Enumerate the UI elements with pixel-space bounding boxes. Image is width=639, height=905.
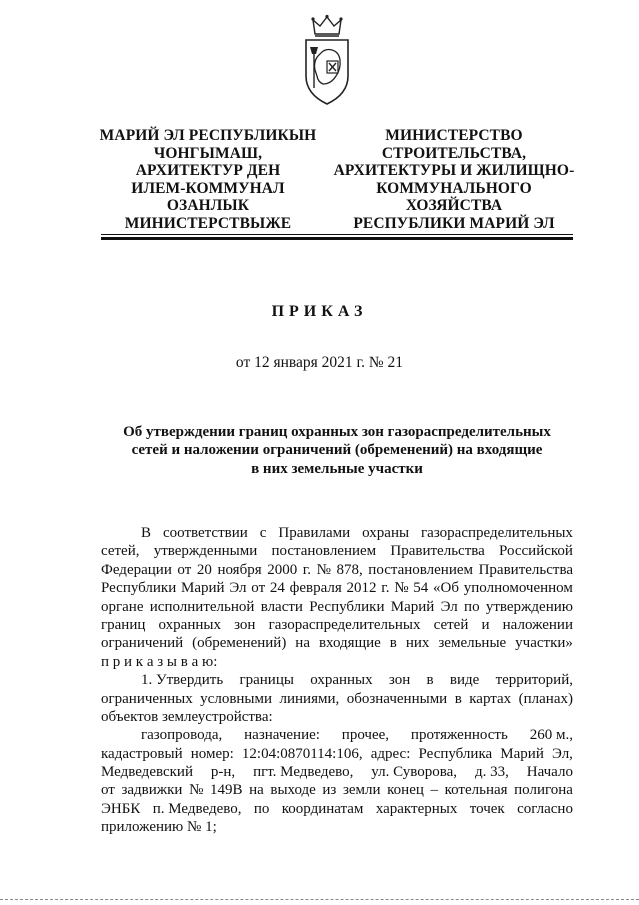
body-word: Правилами [278,525,351,541]
header-line: ХОЗЯЙСТВА [405,197,503,215]
body-word: п. Медведево, [152,800,242,817]
document-date-number: от 12 января 2021 г. № 21 [235,354,404,371]
body-word: обозначенными [346,690,448,707]
body-word: г. [302,561,311,578]
body-word: Правительства [390,543,485,560]
body-word: 1. Утвердить [141,672,224,689]
body-word: них [405,635,430,652]
body-word: – [430,782,438,799]
body-word: 2000 [267,561,298,578]
body-word: участки» [515,635,573,652]
subject-line: сетей и наложении ограничений (обременений) на входящие [131,442,543,459]
body-line [101,579,573,597]
body-line [101,616,573,634]
body-word: в [454,690,462,707]
body-word: условными [200,690,273,707]
body-line: объектов землеустройства: [101,708,273,725]
body-word: 20 [196,561,212,578]
body-word: задвижки [121,782,183,799]
body-word: протяженность [410,727,508,744]
body-word: из [322,782,337,799]
body-line [101,726,573,744]
body-word: органе [101,598,144,615]
body-word: уполномоченном [463,580,573,597]
body-word: охраны [362,525,410,541]
header-line: ОЗАНЛЫК [166,197,250,215]
body-line [101,690,573,708]
body-word: зон [234,616,256,633]
body-word: 12:04:0870114:106, [241,745,363,762]
body-line [101,524,573,542]
body-word: газораспределительных [268,616,421,633]
body-word: ул. Суворова, [371,764,458,781]
body-word: Эл, [551,745,573,762]
body-word: Эл [229,580,247,597]
header-line: СТРОИТЕЛЬСТВА, [381,144,527,162]
body-word: зон [388,672,411,689]
body-word: охранных [158,616,221,633]
scan-edge-line [0,899,639,900]
body-word: наложении [502,616,573,633]
body-word: ограниченных [101,690,193,707]
body-word: д. 33, [474,764,509,781]
body-word: «Об [433,580,460,597]
document-type-title: ПРИКАЗ [271,303,368,320]
body-line [101,634,573,652]
header-line: АРХИТЕКТУР ДЕН [135,162,281,180]
body-word: 878, [336,561,363,578]
body-word: 2012 [346,580,377,597]
body-word: в [389,635,397,652]
body-word: на [249,782,264,799]
body-word: ограничений [101,635,184,652]
body-line [101,598,573,616]
body-word: земли [342,782,381,799]
order-word: п р и к а з ы в а ю: [101,653,218,670]
header-line: МАРИЙ ЭЛ РЕСПУБЛИКЫН [99,127,317,144]
body-word: № [189,782,204,799]
body-word: координатам [281,800,364,817]
body-word: г. [381,580,390,597]
body-word: сетей, [101,543,140,560]
body-word: № [394,580,409,597]
body-word: ноября [217,561,262,578]
header-line: МИНИСТЕРСТВО [385,127,523,144]
body-word: (обременений) [192,635,287,652]
header-left-title [98,127,318,233]
body-word: Федерации [101,561,172,578]
body-word: пгт. Медведево, [253,764,354,781]
body-word: р-н, [210,764,236,781]
body-word: Медведевский [101,764,193,781]
body-word: Республики [101,580,177,597]
body-word: земельные [438,635,507,652]
body-word: номер: [190,745,234,762]
body-line: приложению № 1; [101,819,217,836]
body-word: прочее, [341,727,390,744]
body-word: от [177,561,192,578]
body-word: территорий, [495,672,573,689]
body-word: от [251,580,266,597]
header-line: ИЛЕМ-КОММУНАЛ [131,179,285,197]
body-line [101,745,573,763]
body-word: кадастровый [101,745,183,762]
body-word: постановлением [368,561,474,578]
subject-line: в них земельные участки [251,460,423,477]
body-word: 260 м., [529,727,573,744]
body-word: Республика [418,745,493,762]
body-line [101,781,573,799]
body-word: (планах) [518,690,573,707]
body-word: виде [449,672,480,689]
header-divider-thin [101,234,573,235]
body-word: 24 [269,580,285,597]
document-subject [98,423,576,478]
body-word: полигона [514,782,573,799]
body-word: 149В [209,782,243,799]
body-word: февраля [289,580,342,597]
body-word: по [464,598,480,615]
body-word: точек [469,800,505,817]
body-word: Марий [500,745,544,762]
body-word: газораспределительных [421,525,573,541]
body-word: сетей [433,616,469,633]
body-word: Правительства [478,561,573,578]
body-word: утвержденными [153,543,258,560]
body-word: В [141,525,152,541]
body-word: линиями, [279,690,340,707]
body-word: картах [469,690,512,707]
body-word: Республики [309,598,385,615]
body-word: ЭНБК [101,800,141,817]
body-word: утверждению [485,598,573,615]
body-word: соответствии [163,525,248,541]
body-word: на [295,635,310,652]
header-line: РЕСПУБЛИКИ МАРИЙ ЭЛ [353,214,555,232]
body-line [101,763,573,781]
body-line [101,800,573,818]
body-word: от [101,782,115,799]
body-word: назначение: [244,727,320,744]
body-word: Начало [526,764,573,781]
header-line: АРХИТЕКТУРЫ И ЖИЛИЩНО- [333,162,575,180]
body-word: 54 [413,580,429,597]
body-line [101,671,573,689]
body-word: выходе [270,782,316,799]
body-word: газопровода, [141,727,223,744]
header-line: МИНИСТЕРСТВЫЖЕ [124,214,292,232]
body-word: конец [387,782,424,799]
coat-of-arms-icon [301,14,353,106]
body-word: в [426,672,434,689]
body-word: характерных [375,800,458,817]
body-word: границ [101,616,146,633]
body-word: Марий [181,580,225,597]
body-word: границы [239,672,294,689]
header-divider-thick [101,237,573,240]
body-line [101,542,573,560]
header-right-title [323,127,585,233]
body-word: охранных [310,672,373,689]
body-word: и [481,616,490,633]
header-line: КОММУНАЛЬНОГО [376,179,532,197]
body-word: № [316,561,331,578]
body-word: по [253,800,270,817]
body-word: постановлением [271,543,377,560]
body-word: Российской [499,543,573,560]
body-word: котельная [444,782,508,799]
body-word: власти [260,598,303,615]
body-word: Марий [390,598,435,615]
body-word: входящие [318,635,381,652]
body-word: адрес: [370,745,411,762]
subject-line: Об утверждении границ охранных зон газораспределительных [123,424,551,440]
body-word: согласно [517,800,573,817]
body-word: исполнительной [149,598,255,615]
body-word: с [259,525,267,541]
body-line [101,561,573,579]
body-word: Эл [440,598,458,615]
header-line: ЧОНГЫМАШ, [153,144,263,162]
document-body [101,524,573,837]
